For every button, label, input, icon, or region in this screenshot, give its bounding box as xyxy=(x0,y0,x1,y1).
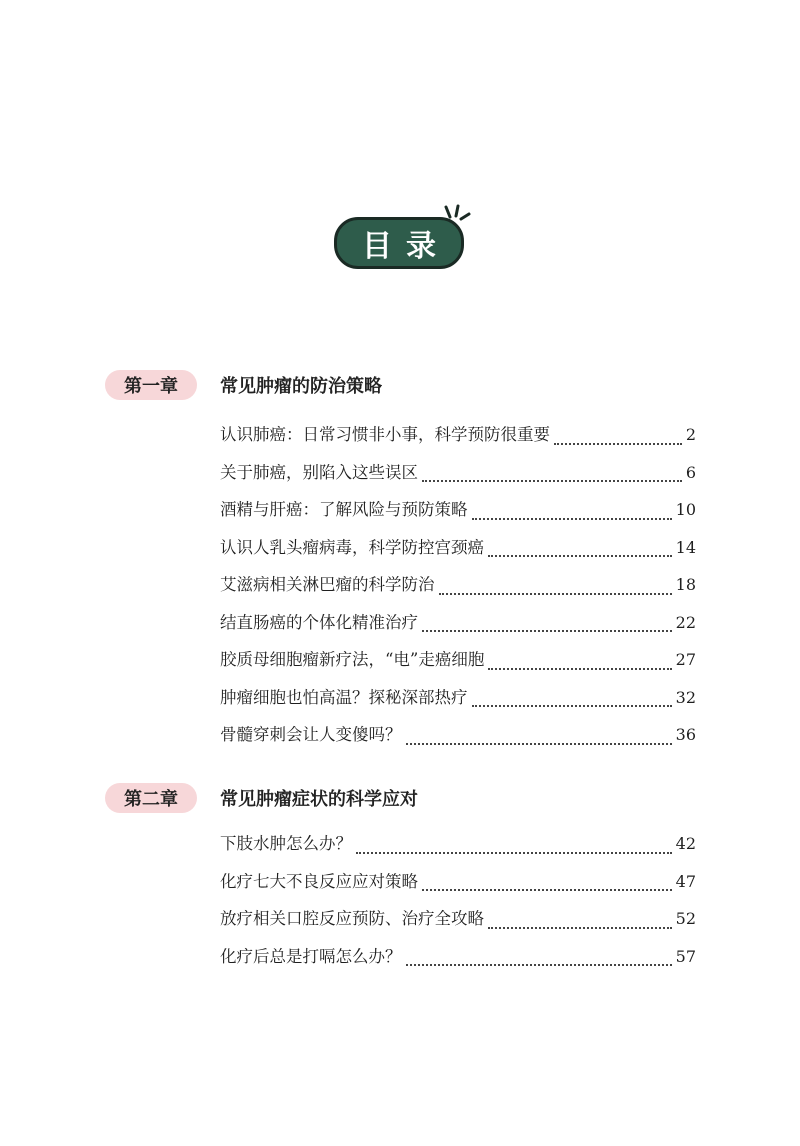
leader-dots xyxy=(472,697,672,707)
toc-entry[interactable] xyxy=(220,905,696,943)
entry-page: 6 xyxy=(685,462,696,482)
toc-entry[interactable] xyxy=(220,496,696,534)
leader-dots xyxy=(406,735,672,745)
entry-page: 42 xyxy=(675,834,696,853)
toc-entry[interactable] xyxy=(220,721,696,759)
entry-page: 57 xyxy=(675,946,696,966)
entry-title: 化疗七大不良反应应对策略 xyxy=(220,871,418,891)
chapter-heading xyxy=(105,782,418,814)
leader-dots xyxy=(422,622,672,632)
leader-dots xyxy=(439,585,672,595)
chapter-1-entries xyxy=(220,421,696,759)
chapter-title: 常见肿瘤症状的科学应对 xyxy=(220,789,418,810)
entry-page: 47 xyxy=(675,871,696,891)
chapter-heading xyxy=(105,369,382,401)
entry-title: 胶质母细胞瘤新疗法，“电”走癌细胞 xyxy=(220,650,485,669)
entry-page: 2 xyxy=(685,425,696,444)
leader-dots xyxy=(488,547,672,557)
entry-title: 骨髓穿刺会让人变傻吗？ xyxy=(220,725,402,744)
entry-title: 艾滋病相关淋巴瘤的科学防治 xyxy=(220,575,435,594)
leader-dots xyxy=(422,881,672,891)
toc-entry[interactable] xyxy=(220,868,696,906)
leader-dots xyxy=(472,510,672,520)
entry-title: 化疗后总是打嗝怎么办？ xyxy=(220,946,402,966)
toc-entry[interactable] xyxy=(220,421,696,459)
entry-page: 18 xyxy=(675,575,696,594)
toc-entry[interactable] xyxy=(220,609,696,647)
entry-title: 结直肠癌的个体化精准治疗 xyxy=(220,612,418,632)
entry-page: 14 xyxy=(675,537,696,557)
chapter-label: 第一章 xyxy=(105,370,197,400)
entry-title: 肿瘤细胞也怕高温？探秘深部热疗 xyxy=(220,687,468,707)
entry-title: 下肢水肿怎么办？ xyxy=(220,834,352,853)
chapter-title: 常见肿瘤的防治策略 xyxy=(220,376,382,397)
entry-title: 认识肺癌：日常习惯非小事，科学预防很重要 xyxy=(220,425,550,444)
chapter-2-entries xyxy=(220,830,696,980)
toc-entry[interactable] xyxy=(220,830,696,868)
toc-entry[interactable] xyxy=(220,684,696,722)
entry-title: 认识人乳头瘤病毒，科学防控宫颈癌 xyxy=(220,537,484,557)
entry-page: 32 xyxy=(675,687,696,707)
toc-title-badge xyxy=(330,205,470,275)
entry-page: 27 xyxy=(675,650,696,669)
page-title: 目录 xyxy=(334,217,464,269)
entry-title: 关于肺癌，别陷入这些误区 xyxy=(220,462,418,482)
chapter-label: 第二章 xyxy=(105,783,197,813)
entry-title: 放疗相关口腔反应预防、治疗全攻略 xyxy=(220,909,484,928)
toc-entry[interactable] xyxy=(220,571,696,609)
leader-dots xyxy=(554,435,682,445)
leader-dots xyxy=(488,919,672,929)
toc-entry[interactable] xyxy=(220,646,696,684)
leader-dots xyxy=(488,660,671,670)
entry-page: 36 xyxy=(675,725,696,744)
toc-entry[interactable] xyxy=(220,459,696,497)
entry-page: 10 xyxy=(675,500,696,519)
leader-dots xyxy=(356,844,672,854)
leader-dots xyxy=(406,956,672,966)
leader-dots xyxy=(422,472,682,482)
toc-entry[interactable] xyxy=(220,534,696,572)
entry-page: 52 xyxy=(675,909,696,928)
toc-entry[interactable] xyxy=(220,943,696,981)
entry-title: 酒精与肝癌：了解风险与预防策略 xyxy=(220,500,468,519)
entry-page: 22 xyxy=(675,612,696,632)
sparkle-icon xyxy=(442,203,472,225)
